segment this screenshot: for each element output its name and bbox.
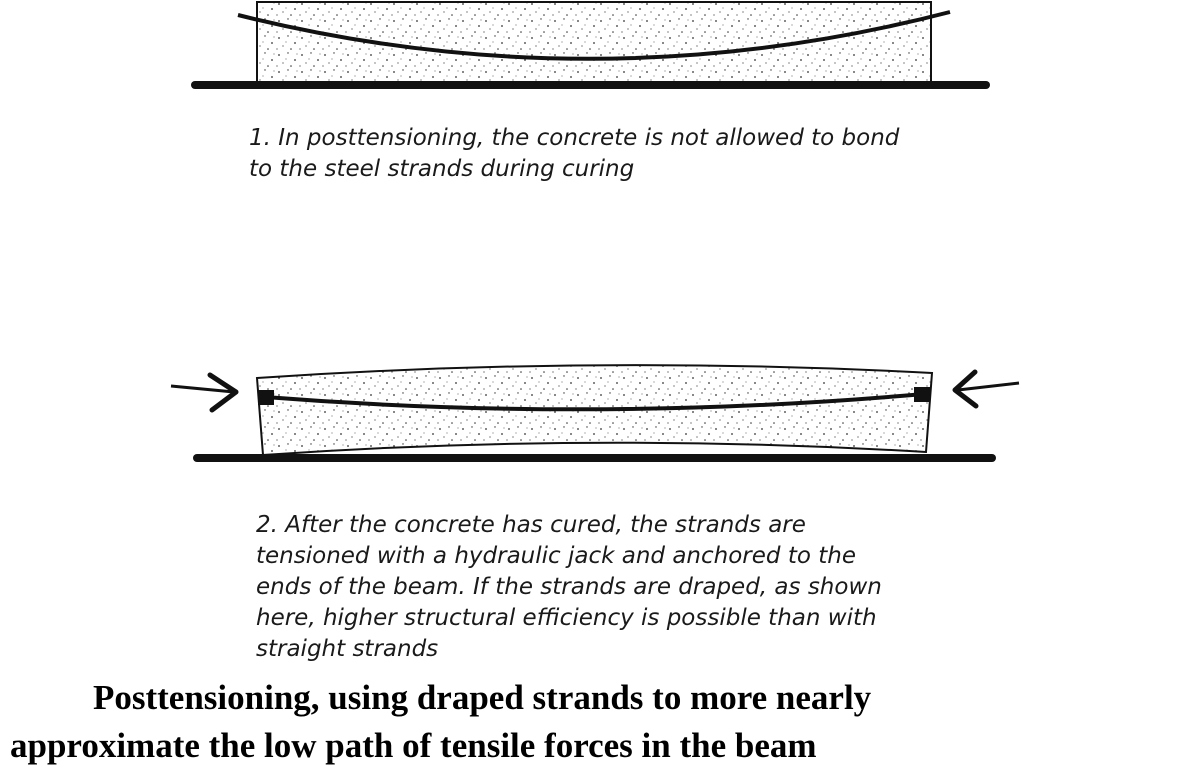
jack-force-arrow-left [171,375,236,410]
support-surface-2 [193,454,996,462]
caption-line: here, higher structural efficiency is possible than with [256,605,877,631]
caption-line: ends of the beam. If the strands are draped, as shown [256,574,882,600]
caption-line: tensioned with a hydraulic jack and anchored to the [256,543,856,569]
beam-tensioned-figure [171,365,1019,462]
step-1-caption [249,123,1009,185]
concrete-beam-curing [257,2,931,82]
step-2-caption [256,510,976,665]
support-surface-1 [191,81,990,89]
title-line: approximate the low path of tensile forces in the beam [10,726,817,765]
anchor-left [258,390,274,405]
caption-line: straight strands [256,636,439,662]
caption-line: 1. In posttensioning, the concrete is not allowed to bond [249,125,900,151]
caption-line: to the steel strands during curing [249,156,635,182]
beam-curing-figure [191,2,990,89]
title-line: Posttensioning, using draped strands to more nearly [93,678,872,717]
jack-force-arrow-right [955,372,1019,406]
caption-line: 2. After the concrete has cured, the strands are [256,512,806,538]
figure-title [10,674,1070,769]
anchor-right [914,387,930,402]
